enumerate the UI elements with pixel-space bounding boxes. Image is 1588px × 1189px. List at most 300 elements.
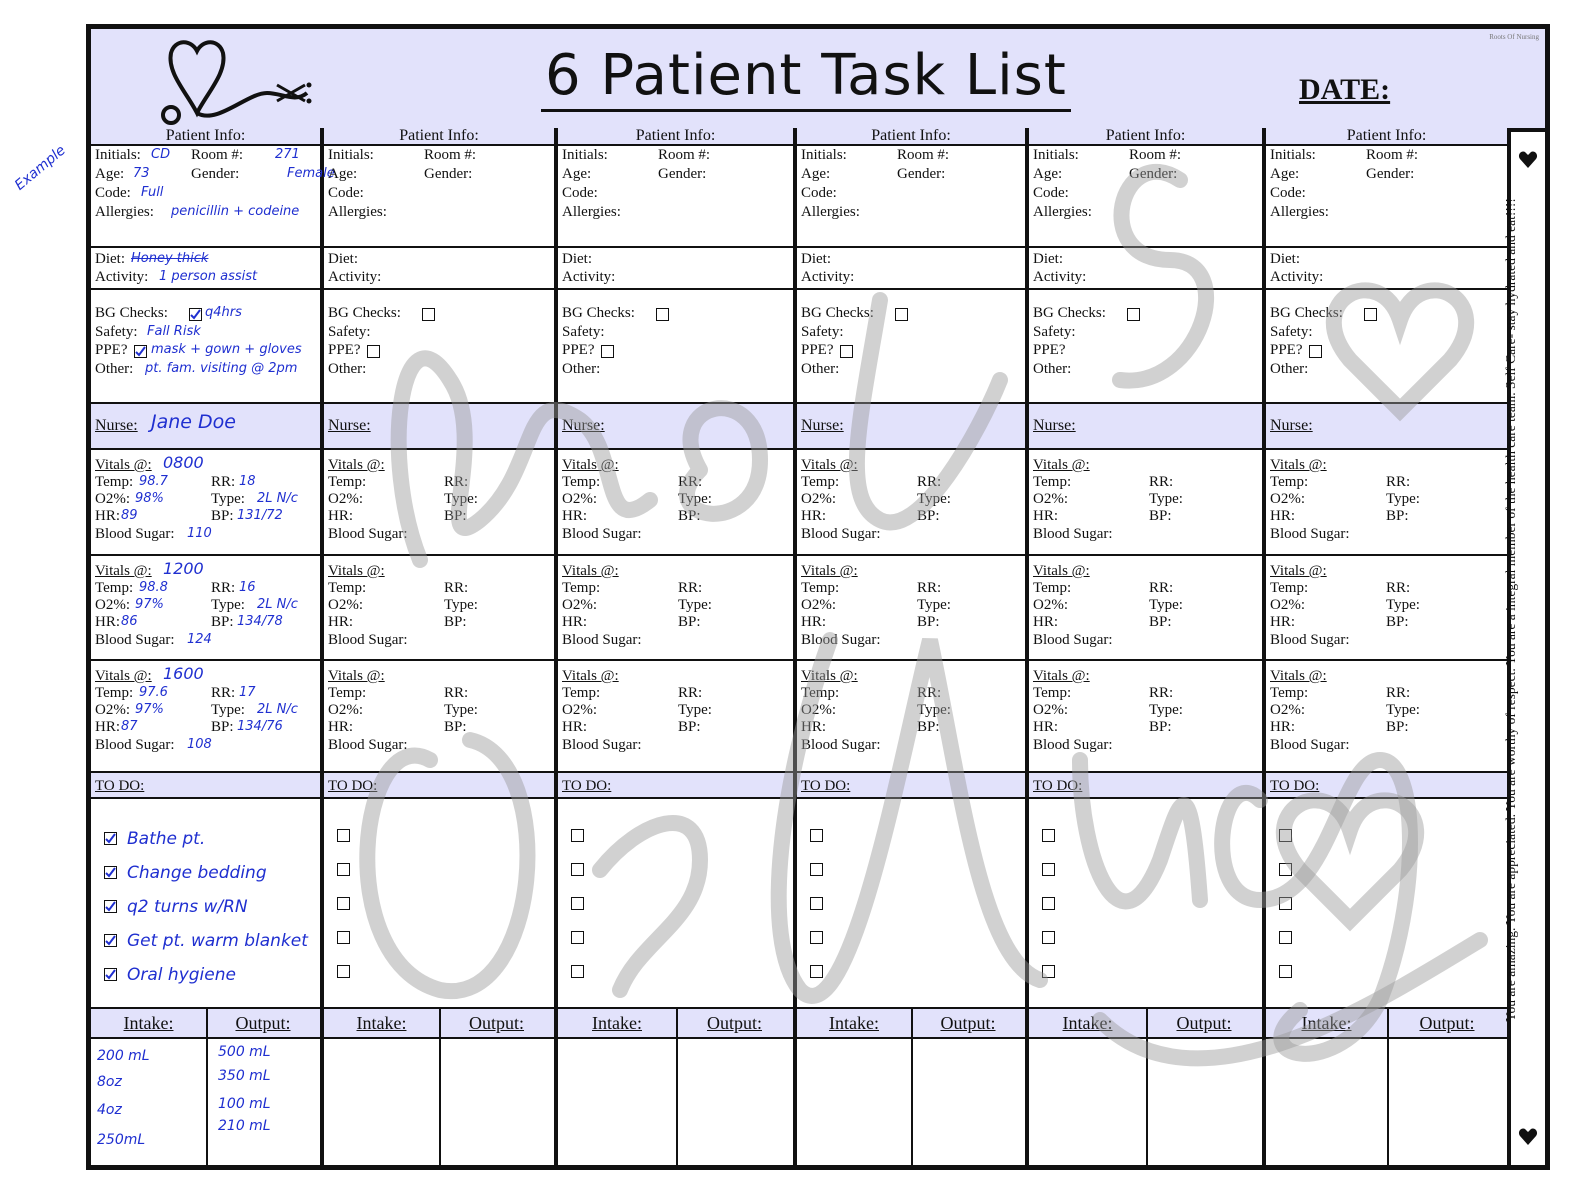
checks-section <box>1029 290 1262 404</box>
blood-sugar-value: 110 <box>187 526 212 541</box>
patient-column <box>324 128 558 1165</box>
blood-sugar-label: Blood Sugar: <box>328 526 408 542</box>
o2-label: O2%: <box>1270 491 1305 507</box>
todo-item <box>103 829 205 849</box>
o2-type-label: Type: <box>211 702 245 718</box>
hr-label: HR: <box>801 614 827 630</box>
vitals-time-value: 0800 <box>163 453 204 472</box>
intake-output-divider <box>1387 1009 1389 1165</box>
temp-label: Temp: <box>95 474 134 490</box>
vitals-section <box>1029 556 1262 661</box>
nurse-section <box>1029 404 1262 450</box>
code-label: Code: <box>1270 185 1306 201</box>
todo-item <box>570 965 594 982</box>
todo-checkbox[interactable] <box>104 968 117 981</box>
safety-label: Safety: <box>95 324 138 340</box>
todo-item <box>570 829 594 846</box>
hr-label: HR: <box>95 614 121 630</box>
todo-list <box>91 799 320 1009</box>
vitals-section <box>324 450 554 556</box>
o2-type-label: Type: <box>1149 702 1183 718</box>
bg-checks-checkbox[interactable] <box>1127 308 1140 321</box>
patient-info-section <box>1029 128 1262 248</box>
output-value: 350 mL <box>218 1068 271 1084</box>
diet-activity-section <box>797 248 1025 290</box>
todo-text: Oral hygiene <box>127 965 236 985</box>
blood-sugar-label: Blood Sugar: <box>1270 737 1350 753</box>
other-label: Other: <box>1033 361 1072 377</box>
ppe-value: mask + gown + gloves <box>151 342 302 357</box>
initials-label: Initials: <box>1270 147 1316 163</box>
todo-text: Bathe pt. <box>127 829 206 849</box>
bg-checks-label: BG Checks: <box>1270 305 1343 321</box>
ppe-checkbox[interactable] <box>601 345 614 358</box>
rr-label: RR: <box>917 685 942 701</box>
output-label: Output: <box>1176 1013 1232 1033</box>
temp-label: Temp: <box>1270 685 1309 701</box>
vitals-section <box>1029 661 1262 773</box>
initials-label: Initials: <box>1033 147 1079 163</box>
todo-heading-bar <box>558 773 793 799</box>
checks-section <box>91 290 320 404</box>
blood-sugar-label: Blood Sugar: <box>1033 737 1113 753</box>
o2-type-label: Type: <box>211 491 245 507</box>
patient-column <box>1029 128 1266 1165</box>
gender-label: Gender: <box>424 166 473 182</box>
allergies-label: Allergies: <box>95 204 154 220</box>
room-label: Room #: <box>897 147 950 163</box>
diet-label: Diet: <box>95 251 125 267</box>
todo-checkbox[interactable] <box>1042 931 1055 944</box>
room-label: Room #: <box>424 147 477 163</box>
room-label: Room #: <box>1366 147 1419 163</box>
intake-label: Intake: <box>123 1013 174 1033</box>
activity-value: 1 person assist <box>159 269 258 284</box>
vitals-time-label: Vitals @: <box>562 563 619 579</box>
bp-label: BP: <box>1386 719 1409 735</box>
gender-label: Gender: <box>191 166 240 182</box>
todo-checkbox[interactable] <box>1279 897 1292 910</box>
vitals-time-label: Vitals @: <box>95 668 152 684</box>
o2-value: 97% <box>135 597 164 612</box>
o2-type-label: Type: <box>678 702 712 718</box>
o2-label: O2%: <box>801 597 836 613</box>
blood-sugar-label: Blood Sugar: <box>95 526 175 542</box>
o2-label: O2%: <box>328 491 363 507</box>
intake-output-section <box>797 1009 1025 1165</box>
patient-info-section <box>91 127 335 248</box>
todo-item <box>336 863 360 880</box>
todo-item <box>103 965 236 985</box>
brand-mark: Roots Of Nursing <box>1489 33 1539 41</box>
todo-text: Change bedding <box>127 863 267 883</box>
bg-checks-checkbox[interactable] <box>1364 308 1377 321</box>
output-label: Output: <box>940 1013 996 1033</box>
o2-type-label: Type: <box>1149 491 1183 507</box>
code-label: Code: <box>95 185 131 201</box>
todo-item <box>1278 965 1302 982</box>
output-value: 100 mL <box>218 1096 271 1112</box>
vitals-time-label: Vitals @: <box>1033 457 1090 473</box>
intake-output-section <box>1029 1009 1262 1165</box>
rr-label: RR: <box>678 685 703 701</box>
rr-label: RR: <box>211 685 236 701</box>
bp-label: BP: <box>444 614 467 630</box>
blood-sugar-value: 124 <box>187 632 212 647</box>
vitals-section <box>558 661 793 773</box>
date-label: DATE: <box>1299 73 1391 106</box>
bp-label: BP: <box>444 719 467 735</box>
checks-section <box>324 290 554 404</box>
nurse-label: Nurse: <box>562 417 605 434</box>
todo-item <box>809 897 833 914</box>
vitals-section <box>558 556 793 661</box>
intake-output-section <box>1266 1009 1507 1165</box>
intake-label: Intake: <box>1062 1013 1113 1033</box>
checks-section <box>558 290 793 404</box>
activity-label: Activity: <box>1033 269 1087 285</box>
vitals-section <box>91 450 320 556</box>
o2-type-value: 2L N/c <box>257 597 298 612</box>
todo-checkbox[interactable] <box>810 965 823 978</box>
initials-label: Initials: <box>95 147 141 163</box>
rr-label: RR: <box>444 474 469 490</box>
todo-item <box>336 897 360 914</box>
nurse-section <box>91 404 320 450</box>
bg-checks-checkbox[interactable] <box>189 308 202 321</box>
temp-label: Temp: <box>801 685 840 701</box>
todo-list <box>1266 799 1507 1009</box>
o2-type-label: Type: <box>211 597 245 613</box>
intake-output-section <box>91 1009 320 1165</box>
allergies-label: Allergies: <box>328 204 387 220</box>
initials-label: Initials: <box>562 147 608 163</box>
patient-column <box>1266 128 1511 1165</box>
intake-label: Intake: <box>356 1013 407 1033</box>
vitals-time-label: Vitals @: <box>801 668 858 684</box>
rr-label: RR: <box>678 580 703 596</box>
todo-checkbox[interactable] <box>571 931 584 944</box>
page-title: 6 Patient Task List <box>541 43 1071 112</box>
output-label: Output: <box>1419 1013 1475 1033</box>
initials-label: Initials: <box>328 147 374 163</box>
diet-label: Diet: <box>1033 251 1063 267</box>
vitals-section <box>324 556 554 661</box>
intake-value: 4oz <box>97 1102 122 1118</box>
vitals-time-label: Vitals @: <box>1270 563 1327 579</box>
todo-heading-bar <box>797 773 1025 799</box>
todo-list <box>558 799 793 1009</box>
diet-label: Diet: <box>801 251 831 267</box>
other-value: pt. fam. visiting @ 2pm <box>145 361 298 376</box>
todo-heading-bar <box>324 773 554 799</box>
todo-checkbox[interactable] <box>337 897 350 910</box>
todo-checkbox[interactable] <box>1279 863 1292 876</box>
nurse-label: Nurse: <box>1033 417 1076 434</box>
o2-label: O2%: <box>1270 597 1305 613</box>
patient-info-heading: Patient Info: <box>1266 128 1507 146</box>
gender-label: Gender: <box>897 166 946 182</box>
temp-label: Temp: <box>1033 474 1072 490</box>
o2-label: O2%: <box>562 491 597 507</box>
rr-label: RR: <box>211 474 236 490</box>
todo-item <box>570 931 594 948</box>
safety-label: Safety: <box>1270 324 1313 340</box>
todo-checkbox[interactable] <box>337 965 350 978</box>
temp-label: Temp: <box>801 580 840 596</box>
bp-label: BP: <box>1149 508 1172 524</box>
hr-label: HR: <box>562 719 588 735</box>
o2-label: O2%: <box>1033 491 1068 507</box>
bp-value: 134/76 <box>237 719 283 734</box>
ppe-checkbox[interactable] <box>367 345 380 358</box>
todo-item <box>1041 931 1065 948</box>
rr-value: 17 <box>239 685 256 700</box>
hr-label: HR: <box>328 508 354 524</box>
rr-label: RR: <box>444 580 469 596</box>
temp-value: 98.8 <box>139 580 168 595</box>
o2-type-label: Type: <box>444 491 478 507</box>
todo-item <box>1278 897 1302 914</box>
ppe-label: PPE? <box>328 342 361 358</box>
vitals-section <box>1266 450 1507 556</box>
safety-label: Safety: <box>328 324 371 340</box>
allergies-label: Allergies: <box>562 204 621 220</box>
code-label: Code: <box>801 185 837 201</box>
bg-checks-checkbox[interactable] <box>656 308 669 321</box>
bp-label: BP: <box>678 614 701 630</box>
gender-label: Gender: <box>1129 166 1178 182</box>
todo-checkbox[interactable] <box>810 897 823 910</box>
o2-label: O2%: <box>562 597 597 613</box>
todo-item <box>1041 965 1065 982</box>
vitals-time-value: 1200 <box>163 559 204 578</box>
heart-icon <box>1518 1127 1538 1147</box>
diet-label: Diet: <box>562 251 592 267</box>
activity-label: Activity: <box>328 269 382 285</box>
room-label: Room #: <box>658 147 711 163</box>
ppe-label: PPE? <box>1270 342 1303 358</box>
todo-checkbox[interactable] <box>104 934 117 947</box>
bp-label: BP: <box>917 508 940 524</box>
todo-label: TO DO: <box>1270 778 1320 794</box>
bg-checks-checkbox[interactable] <box>422 308 435 321</box>
nurse-section <box>1266 404 1507 450</box>
temp-value: 97.6 <box>139 685 168 700</box>
todo-item <box>809 931 833 948</box>
todo-checkbox[interactable] <box>337 863 350 876</box>
activity-label: Activity: <box>1270 269 1324 285</box>
diet-activity-section <box>91 248 320 290</box>
intake-output-divider <box>911 1009 913 1165</box>
vitals-time-label: Vitals @: <box>95 563 152 579</box>
todo-checkbox[interactable] <box>1279 931 1292 944</box>
o2-label: O2%: <box>562 702 597 718</box>
vitals-time-label: Vitals @: <box>1270 668 1327 684</box>
todo-checkbox[interactable] <box>810 931 823 944</box>
activity-label: Activity: <box>801 269 855 285</box>
todo-checkbox[interactable] <box>1042 863 1055 876</box>
ppe-checkbox[interactable] <box>134 345 147 358</box>
ppe-label: PPE? <box>801 342 834 358</box>
o2-label: O2%: <box>801 491 836 507</box>
todo-checkbox[interactable] <box>337 829 350 842</box>
vitals-time-label: Vitals @: <box>1270 457 1327 473</box>
vitals-section <box>558 450 793 556</box>
rr-label: RR: <box>1386 685 1411 701</box>
diet-activity-section <box>1266 248 1507 290</box>
vitals-time-label: Vitals @: <box>1033 563 1090 579</box>
nurse-section <box>558 404 793 450</box>
todo-checkbox[interactable] <box>1279 829 1292 842</box>
room-value: 271 <box>275 147 300 162</box>
gender-value: Female <box>287 166 335 181</box>
bp-label: BP: <box>211 614 234 630</box>
safety-label: Safety: <box>801 324 844 340</box>
bg-checks-label: BG Checks: <box>328 305 401 321</box>
todo-item <box>336 965 360 982</box>
bp-label: BP: <box>678 719 701 735</box>
age-label: Age: <box>562 166 592 182</box>
blood-sugar-label: Blood Sugar: <box>562 526 642 542</box>
checks-section <box>797 290 1025 404</box>
o2-type-label: Type: <box>1149 597 1183 613</box>
todo-item <box>336 829 360 846</box>
allergies-value: penicillin + codeine <box>171 204 300 219</box>
todo-checkbox[interactable] <box>104 900 117 913</box>
ppe-checkbox[interactable] <box>1309 345 1322 358</box>
intake-output-section <box>558 1009 793 1165</box>
patient-info-heading: Patient Info: <box>91 128 320 146</box>
code-label: Code: <box>562 185 598 201</box>
o2-type-label: Type: <box>1386 597 1420 613</box>
todo-item <box>1278 931 1302 948</box>
intake-label: Intake: <box>829 1013 879 1033</box>
o2-type-label: Type: <box>678 491 712 507</box>
diet-label: Diet: <box>1270 251 1300 267</box>
todo-list <box>1029 799 1262 1009</box>
ppe-checkbox[interactable] <box>840 345 853 358</box>
bp-label: BP: <box>1149 719 1172 735</box>
patient-info-section <box>1266 128 1507 248</box>
blood-sugar-label: Blood Sugar: <box>1033 632 1113 648</box>
hr-label: HR: <box>1033 719 1059 735</box>
todo-heading-bar <box>1266 773 1507 799</box>
nurse-label: Nurse: <box>1270 417 1313 434</box>
todo-checkbox[interactable] <box>104 832 117 845</box>
nurse-label: Nurse: <box>95 417 138 434</box>
rr-label: RR: <box>1149 580 1174 596</box>
bp-label: BP: <box>211 719 234 735</box>
temp-label: Temp: <box>95 580 134 596</box>
todo-checkbox[interactable] <box>1042 897 1055 910</box>
todo-checkbox[interactable] <box>571 863 584 876</box>
bp-label: BP: <box>1386 508 1409 524</box>
vitals-section <box>797 450 1025 556</box>
vitals-section <box>1266 661 1507 773</box>
blood-sugar-label: Blood Sugar: <box>801 737 881 753</box>
diet-value: Honey thick <box>131 251 209 266</box>
affirmation-text: You are amazing. You are appreciated. You are worthy of respect. You are a integral member of the health care team. Self Care- stay hydrated and eat!!!! <box>1503 198 1518 1022</box>
blood-sugar-label: Blood Sugar: <box>562 632 642 648</box>
temp-label: Temp: <box>328 685 367 701</box>
todo-checkbox[interactable] <box>1042 829 1055 842</box>
patient-info-heading: Patient Info: <box>1029 128 1262 146</box>
age-value: 73 <box>133 166 150 181</box>
blood-sugar-label: Blood Sugar: <box>562 737 642 753</box>
todo-checkbox[interactable] <box>1042 965 1055 978</box>
initials-value: CD <box>151 147 171 162</box>
bp-value: 134/78 <box>237 614 283 629</box>
temp-label: Temp: <box>1270 474 1309 490</box>
task-list-sheet <box>86 24 1550 1170</box>
hr-label: HR: <box>1033 508 1059 524</box>
vitals-section <box>797 661 1025 773</box>
todo-checkbox[interactable] <box>1279 965 1292 978</box>
code-label: Code: <box>1033 185 1069 201</box>
output-value: 500 mL <box>218 1044 271 1060</box>
nurse-section <box>797 404 1025 450</box>
allergies-label: Allergies: <box>1270 204 1329 220</box>
patient-columns <box>91 128 1511 1165</box>
safety-label: Safety: <box>562 324 605 340</box>
intake-value: 8oz <box>97 1074 122 1090</box>
bg-checks-checkbox[interactable] <box>895 308 908 321</box>
o2-type-label: Type: <box>1386 491 1420 507</box>
gender-label: Gender: <box>658 166 707 182</box>
todo-checkbox[interactable] <box>571 829 584 842</box>
rr-label: RR: <box>678 474 703 490</box>
blood-sugar-label: Blood Sugar: <box>1033 526 1113 542</box>
bg-checks-value: q4hrs <box>205 305 242 320</box>
bg-checks-label: BG Checks: <box>1033 305 1106 321</box>
blood-sugar-label: Blood Sugar: <box>1270 526 1350 542</box>
todo-checkbox[interactable] <box>571 897 584 910</box>
temp-label: Temp: <box>562 580 601 596</box>
output-value: 210 mL <box>218 1118 271 1134</box>
vitals-time-label: Vitals @: <box>801 563 858 579</box>
temp-label: Temp: <box>562 685 601 701</box>
blood-sugar-label: Blood Sugar: <box>95 737 175 753</box>
intake-output-divider <box>439 1009 441 1165</box>
diet-activity-section <box>324 248 554 290</box>
todo-checkbox[interactable] <box>810 829 823 842</box>
other-label: Other: <box>801 361 840 377</box>
patient-column <box>558 128 797 1165</box>
rr-label: RR: <box>1149 685 1174 701</box>
o2-label: O2%: <box>328 597 363 613</box>
blood-sugar-label: Blood Sugar: <box>328 737 408 753</box>
blood-sugar-label: Blood Sugar: <box>801 526 881 542</box>
hr-label: HR: <box>1270 719 1296 735</box>
hr-label: HR: <box>801 719 827 735</box>
bp-label: BP: <box>444 508 467 524</box>
todo-label: TO DO: <box>562 778 612 794</box>
todo-checkbox[interactable] <box>810 863 823 876</box>
todo-text: Get pt. warm blanket <box>127 931 308 951</box>
o2-label: O2%: <box>1033 597 1068 613</box>
todo-heading-bar <box>91 773 320 799</box>
todo-checkbox[interactable] <box>104 866 117 879</box>
rr-label: RR: <box>917 580 942 596</box>
age-label: Age: <box>1270 166 1300 182</box>
vitals-section <box>324 661 554 773</box>
todo-checkbox[interactable] <box>571 965 584 978</box>
diet-activity-section <box>558 248 793 290</box>
o2-value: 97% <box>135 702 164 717</box>
hr-label: HR: <box>1033 614 1059 630</box>
todo-checkbox[interactable] <box>337 931 350 944</box>
